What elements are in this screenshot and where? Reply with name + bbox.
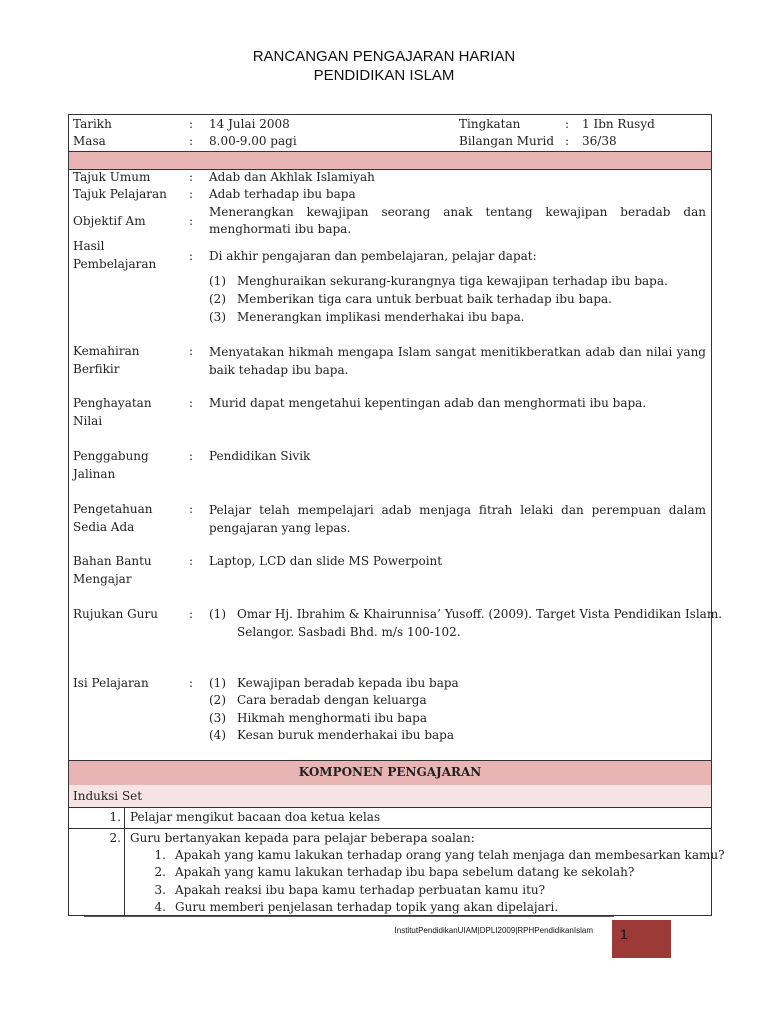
tarikh-label: Tarikh [73,117,112,131]
colon: : [189,170,194,184]
penggabung-label-line1: Penggabung [73,449,149,463]
colon: : [189,449,194,463]
masa-value: 8.00-9.00 pagi [209,134,297,148]
tajuk-umum-label: Tajuk Umum [73,170,151,184]
separator-band [69,151,711,170]
colon: : [189,249,194,263]
question-num: 3. [154,883,166,897]
bahan-value: Laptop, LCD dan slide MS Powerpoint [209,554,443,568]
induksi-label: Induksi Set [73,789,143,803]
hasil-item-text: Menerangkan implikasi menderhakai ibu bapa. [237,310,525,324]
isi-item-text: Cara beradab dengan keluarga [237,693,427,707]
tajuk-umum-value: Adab dan Akhlak Islamiyah [209,170,375,184]
isi-item-text: Kewajipan beradab kepada ibu bapa [237,676,459,690]
column-divider [124,807,125,915]
hasil-item-num: (3) [209,310,226,324]
objektif-label: Objektif Am [73,214,146,228]
isi-item-text: Hikmah menghormati ibu bapa [237,711,427,725]
colon: : [189,117,194,131]
footer-rule [84,916,614,917]
rujukan-line1: Omar Hj. Ibrahim & Khairunnisa’ Yusoff. (2009). Target Vista Pendidikan Islam. [237,607,723,621]
tingkatan-value: 1 Ibn Rusyd [582,117,655,131]
colon: : [189,502,194,516]
pengetahuan-label-line2: Sedia Ada [73,520,135,534]
step-number: 1. [109,810,121,824]
penghayatan-label-line2: Nilai [73,414,103,428]
pengetahuan-label-line1: Pengetahuan [73,502,153,516]
hasil-item-text: Menghuraikan sekurang-kurangnya tiga kewajipan terhadap ibu bapa. [237,274,668,288]
question-text: Apakah reaksi ibu bapa kamu terhadap perbuatan kamu itu? [175,883,546,897]
penghayatan-label-line1: Penghayatan [73,396,152,410]
hasil-item-num: (1) [209,274,226,288]
hasil-label-line2: Pembelajaran [73,257,157,271]
question-text: Guru memberi penjelasan terhadap topik yang akan dipelajari. [175,900,559,914]
colon: : [189,187,194,201]
hasil-value: Di akhir pengajaran dan pembelajaran, pelajar dapat: [209,249,537,263]
kemahiran-label-line1: Kemahiran [73,344,140,358]
penggabung-value: Pendidikan Sivik [209,449,311,463]
step-text: Pelajar mengikut bacaan doa ketua kelas [130,810,381,824]
isi-label: Isi Pelajaran [73,676,149,690]
question-num: 4. [154,900,166,914]
penghayatan-value: Murid dapat mengetahui kepentingan adab dan menghormati ibu bapa. [209,396,647,410]
bilangan-value: 36/38 [582,134,617,148]
hasil-item-num: (2) [209,292,226,306]
induksi-band [69,785,711,808]
colon: : [189,214,194,228]
rujukan-line2: Selangor. Sasbadi Bhd. m/s 100-102. [237,625,461,639]
row-divider [69,828,711,829]
document-title: RANCANGAN PENGAJARAN HARIAN [252,48,516,65]
hasil-label-line1: Hasil [73,239,105,253]
bahan-label-line1: Bahan Bantu [73,554,152,568]
step-number: 2. [109,831,121,845]
colon: : [189,396,194,410]
document-subtitle: PENDIDIKAN ISLAM [313,67,455,84]
colon: : [189,134,194,148]
hasil-item-text: Memberikan tiga cara untuk berbuat baik terhadap ibu bapa. [237,292,612,306]
question-num: 1. [154,848,166,862]
kemahiran-label-line2: Berfikir [73,362,120,376]
colon: : [189,344,194,358]
penggabung-label-line2: Jalinan [73,467,116,481]
footer-text: InstitutPendidikanUIAM|DPLI2009|RPHPendidikanIslam [394,926,593,935]
tajuk-pelajaran-value: Adab terhadap ibu bapa [209,187,356,201]
objektif-value: Menerangkan kewajipan seorang anak tentang kewajipan beradab dan menghormati ibu bapa. [209,205,706,236]
rujukan-label: Rujukan Guru [73,607,158,621]
colon: : [189,554,194,568]
isi-item-num: (1) [209,676,226,690]
tajuk-pelajaran-label: Tajuk Pelajaran [73,187,167,201]
colon: : [565,117,570,131]
colon: : [189,607,194,621]
page-number: 1 [620,926,628,942]
tingkatan-label: Tingkatan [459,117,521,131]
pengetahuan-value: Pelajar telah mempelajari adab menjaga fitrah lelaki dan perempuan dalam pengajaran yang lepas. [209,503,706,535]
isi-item-text: Kesan buruk menderhakai ibu bapa [237,728,454,742]
bahan-label-line2: Mengajar [73,572,132,586]
masa-label: Masa [73,134,106,148]
bilangan-label: Bilangan Murid [459,134,555,148]
isi-item-num: (2) [209,693,226,707]
tarikh-value: 14 Julai 2008 [209,117,290,131]
rujukan-num: (1) [209,607,226,621]
komponen-heading: KOMPONEN PENGAJARAN [298,765,482,779]
step-text: Guru bertanyakan kepada para pelajar beberapa soalan: [130,831,475,845]
kemahiran-value: Menyatakan hikmah mengapa Islam sangat menitikberatkan adab dan nilai yang baik tehadap ibu bapa. [209,345,706,377]
question-text: Apakah yang kamu lakukan terhadap ibu bapa sebelum datang ke sekolah? [175,865,635,879]
isi-item-num: (4) [209,728,226,742]
question-text: Apakah yang kamu lakukan terhadap orang yang telah menjaga dan membesarkan kamu? [175,848,725,862]
isi-item-num: (3) [209,711,226,725]
question-num: 2. [154,865,166,879]
colon: : [189,676,194,690]
colon: : [565,134,570,148]
